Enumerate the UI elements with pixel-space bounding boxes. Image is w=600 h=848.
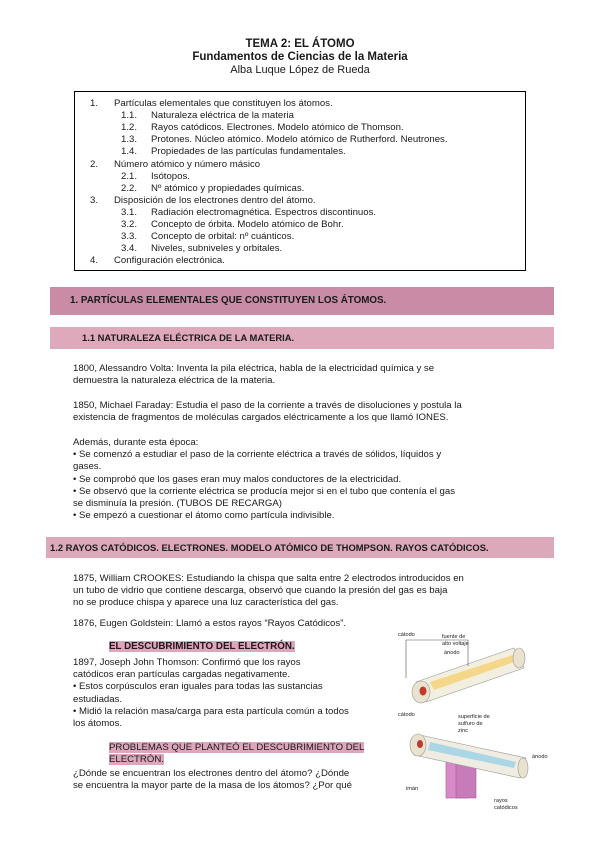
label-superficie: superficie de (458, 714, 490, 720)
toc-item-number: 4. (90, 255, 99, 267)
label-rayos-2: catódicos (494, 805, 518, 811)
text-line: demuestra la naturaleza eléctrica de la materia. (73, 375, 276, 387)
paragraph-thomson (73, 657, 349, 730)
text-line: 1850, Michael Faraday: Estudia el paso de la corriente a través de disoluciones y postula la (73, 400, 462, 411)
toc-item-number: 2. (90, 158, 99, 170)
text-line: • Se comenzó a estudiar el paso de la corriente eléctrica a través de sólidos, líquidos y (73, 449, 442, 461)
toc-item-text: Configuración electrónica. (114, 255, 225, 267)
section-1-2-title: 1.2 RAYOS CATÓDICOS. ELECTRONES. MODELO ATÓMICO DE THOMPSON. RAYOS CATÓDICOS. (50, 542, 489, 553)
text-line: • Estos corpúsculos eran iguales para todas las sustancias (73, 681, 323, 693)
toc-item-number: 2.2. (121, 182, 138, 194)
section-1-1-heading (50, 327, 554, 349)
toc-item-text: Número atómico y número másico (114, 158, 261, 170)
toc-item-number: 3.2. (121, 219, 138, 230)
label-catodo-bottom: cátodo (398, 712, 415, 718)
problems-title-line: ELECTRÓN. (109, 754, 164, 766)
electron-discovery-heading (109, 641, 295, 652)
toc-item-number: 1.4. (121, 146, 138, 158)
text-line: un tubo de vidrio que contiene descarga, observó que cuando la presión del gas es baja (73, 585, 448, 597)
toc-item-text: Nº atómico y propiedades químicas. (151, 182, 305, 194)
section-1-2-heading (46, 537, 554, 558)
toc-item-text: Disposición de los electrones dentro del átomo. (114, 194, 316, 206)
text-line: 1897, Joseph John Thomson: Confirmó que los rayos (73, 657, 301, 668)
section-1-1-title: 1.1 NATURALEZA ELÉCTRICA DE LA MATERIA. (82, 332, 295, 343)
electron-discovery-title: EL DESCUBRIMIENTO DEL ELECTRÓN. (109, 641, 295, 652)
label-fuente-2: alto voltaje (442, 641, 469, 647)
label-superficie-3: zinc (458, 728, 468, 734)
document-title: TEMA 2: EL ÁTOMO (245, 38, 355, 50)
paragraph-question (73, 768, 352, 792)
text-line: • Midió la relación masa/carga para esta partícula común a todos (73, 705, 349, 717)
label-anodo-top: ánodo (444, 650, 460, 656)
text-line: se encuentra la mayor parte de la masa de los átomos? ¿Por qué (73, 780, 352, 792)
text-line: 1800, Alessandro Volta: Inventa la pila eléctrica, habla de la electricidad química y se (73, 363, 435, 374)
cathode-tube-top-illustration (406, 640, 525, 703)
label-iman: imán (406, 786, 419, 792)
toc-item-text: Protones. Núcleo atómico. Modelo atómico de Rutherford. Neutrones. (151, 134, 448, 146)
label-anodo-bottom: ánodo (532, 754, 548, 760)
toc-item-text: Isótopos. (151, 170, 190, 182)
section-1-heading (50, 287, 554, 315)
toc-item-text: Niveles, subniveles y orbitales. (151, 243, 283, 255)
document-subtitle: Fundamentos de Ciencias de la Materia (192, 51, 408, 63)
toc-item-text: Propiedades de las partículas fundamentales. (151, 146, 346, 158)
problems-title-line: PROBLEMAS QUE PLANTEÓ EL DESCUBRIMIENTO DEL (109, 742, 365, 753)
text-line: • Se empezó a cuestionar el átomo como partícula indivisible. (73, 510, 335, 522)
cathode-tube-bottom-illustration (410, 734, 528, 798)
label-rayos: rayos (494, 798, 508, 804)
toc-item-number: 3.4. (121, 243, 138, 255)
toc-item-text: Rayos catódicos. Electrones. Modelo atómico de Thomson. (151, 122, 404, 134)
paragraph-faraday (73, 400, 462, 424)
toc-item-number: 1. (90, 98, 99, 109)
label-fuente: fuente de (442, 634, 466, 640)
toc-item-text: Radiación electromagnética. Espectros discontinuos. (151, 206, 377, 218)
label-catodo-top: cátodo (398, 632, 415, 638)
label-superficie-2: sulfuro de (458, 721, 483, 727)
toc-item-number: 3.1. (121, 206, 138, 218)
text-line: • Se comprobó que los gases eran muy malos conductores de la electricidad. (73, 473, 402, 485)
toc-item-text: Concepto de órbita. Modelo atómico de Bohr. (151, 219, 344, 230)
document-author: Alba Luque López de Rueda (230, 64, 370, 76)
toc-item-text: Partículas elementales que constituyen los átomos. (114, 98, 333, 109)
toc-item-number: 3. (90, 194, 99, 206)
text-line: gases. (73, 461, 102, 473)
text-line: catódicos eran partículas cargadas negativamente. (73, 669, 291, 681)
text-line: existencia de fragmentos de moléculas cargados eléctricamente a los que llamó IONES. (73, 412, 449, 424)
table-of-contents (74, 91, 526, 271)
toc-item-number: 1.3. (121, 134, 138, 146)
paragraph-goldstein (73, 618, 346, 630)
toc-item-number: 2.1. (121, 170, 138, 182)
text-line: Además, durante esta época: (73, 437, 199, 448)
section-1-title: 1. PARTÍCULAS ELEMENTALES QUE CONSTITUYEN LOS ÁTOMOS. (70, 295, 387, 306)
paragraph-crookes (73, 573, 464, 610)
text-line: no se produce chispa y aparece una luz característica del gas. (73, 597, 339, 609)
toc-item-number: 1.1. (121, 110, 138, 122)
toc-item-number: 3.3. (121, 231, 138, 243)
text-line: los átomos. (73, 718, 123, 730)
text-line: ¿Dónde se encuentran los electrones dentro del átomo? ¿Dónde (73, 768, 350, 779)
text-line: estudiadas. (73, 693, 123, 705)
text-line: 1876, Eugen Goldstein: Llamó a estos rayos “Rayos Catódicos”. (73, 618, 347, 629)
text-line: 1875, William CROOKES: Estudiando la chispa que salta entre 2 electrodos introducidos en (73, 573, 464, 584)
problems-heading (109, 742, 364, 766)
paragraph-ademas (73, 437, 455, 522)
toc-item-text: Naturaleza eléctrica de la materia (151, 110, 294, 122)
cathode-ray-tube-figure (396, 630, 558, 820)
text-line: • Se observó que la corriente eléctrica se producía mejor si en el tubo que contenía el gas (73, 485, 456, 497)
toc-item-text: Concepto de orbital: nº cuánticos. (151, 231, 295, 243)
text-line: se disminuía la presión. (TUBOS DE RECARGA) (73, 498, 282, 510)
paragraph-volta (73, 363, 434, 387)
toc-item-number: 1.2. (121, 122, 138, 134)
